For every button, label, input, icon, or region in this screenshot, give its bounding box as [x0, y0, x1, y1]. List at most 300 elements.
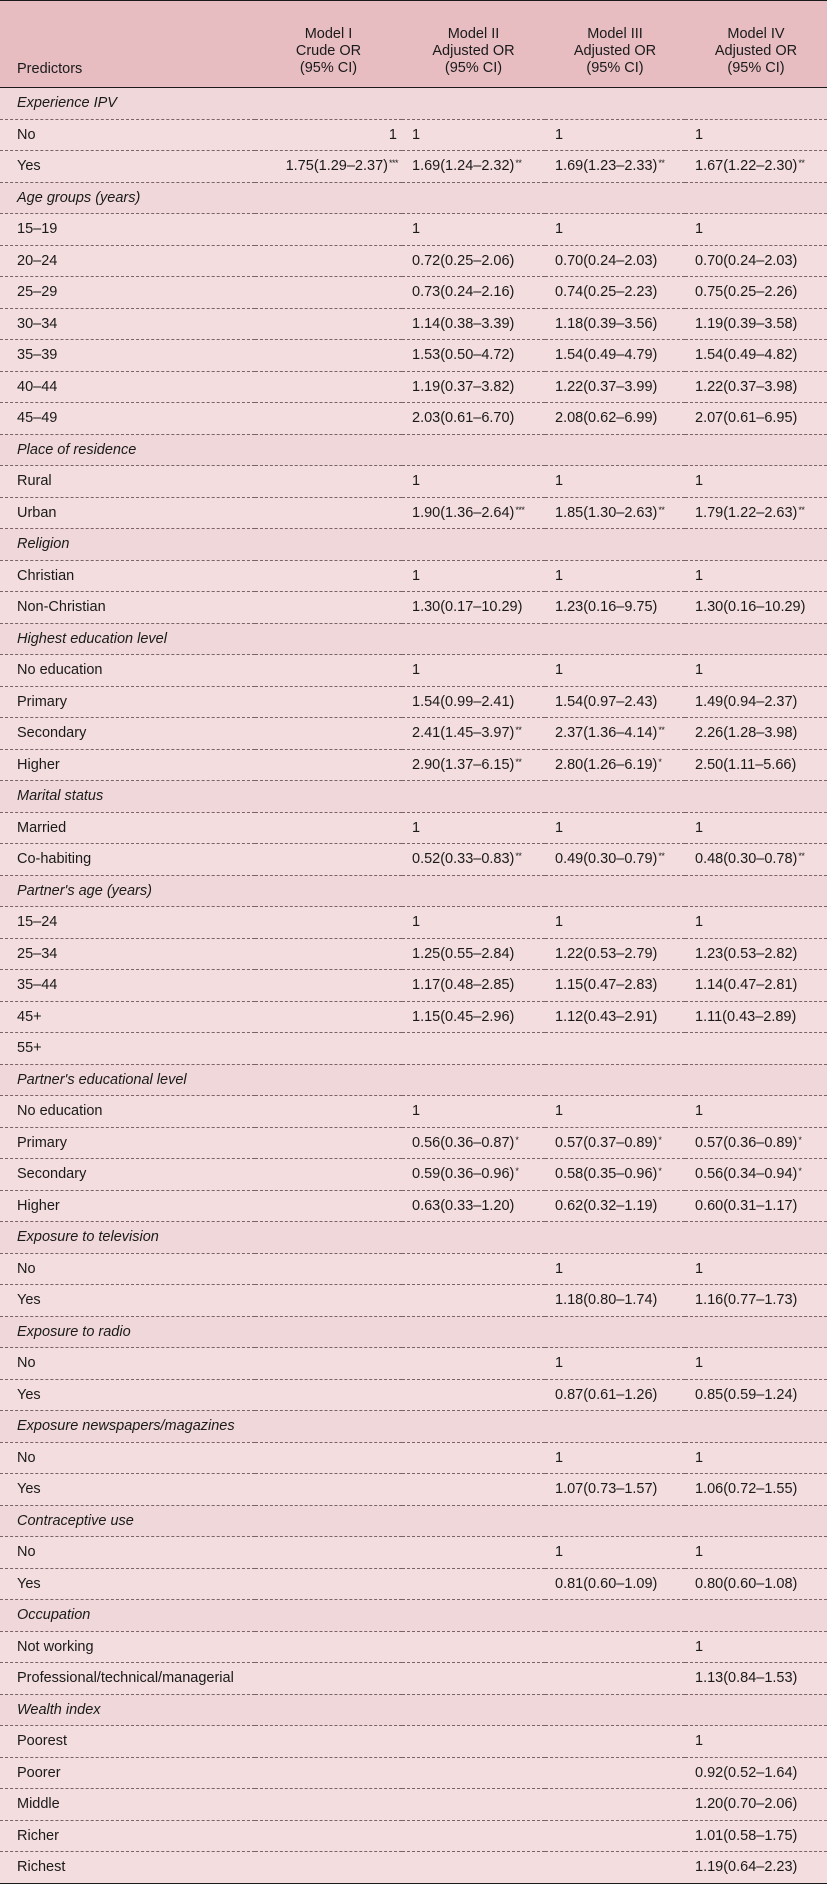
model-1-cell	[255, 560, 402, 592]
model-1-cell	[255, 970, 402, 1002]
odds-ratio-value: 1.54(0.49–4.82)	[695, 347, 798, 364]
row-label: 35–44	[0, 970, 255, 1002]
model-3-cell	[545, 1001, 685, 1033]
model-3-name: Model III	[587, 26, 643, 42]
row-label: 15–24	[0, 907, 255, 939]
model-2-cell	[402, 592, 545, 624]
model-3-cell	[545, 592, 685, 624]
row-label: Poorer	[0, 1757, 255, 1789]
row-label: Christian	[0, 560, 255, 592]
model-3-cell	[545, 277, 685, 309]
model-4-cell	[685, 1537, 827, 1569]
model-3-cell	[545, 686, 685, 718]
odds-ratio-value: 2.50(1.11–5.66)	[695, 756, 797, 773]
model-2-cell	[402, 1285, 545, 1317]
significance-marker: **	[798, 158, 805, 169]
odds-ratio-value: 1.23(0.53–2.82)	[695, 945, 798, 962]
model-2-cell	[402, 907, 545, 939]
model-4-cell	[685, 1285, 827, 1317]
model-2-cell	[402, 686, 545, 718]
odds-ratio-value: 0.52(0.33–0.83)	[412, 851, 515, 868]
model-3-cell	[545, 749, 685, 781]
model-4-cell	[685, 1033, 827, 1065]
model-4-cell	[685, 938, 827, 970]
model-1-cell	[255, 749, 402, 781]
odds-ratio-value: 0.87(0.61–1.26)	[555, 1386, 658, 1403]
table-row	[0, 970, 827, 1002]
row-label: Rural	[0, 466, 255, 498]
section-row	[0, 1222, 827, 1254]
odds-ratio-value: 0.70(0.24–2.03)	[695, 252, 798, 269]
odds-ratio-value: 1.69(1.24–2.32)	[412, 158, 515, 175]
model-1-cell	[255, 718, 402, 750]
model-3-cell	[545, 403, 685, 435]
table-row	[0, 1159, 827, 1191]
section-row	[0, 88, 827, 120]
row-label: Non-Christian	[0, 592, 255, 624]
model-4-cell	[685, 592, 827, 624]
model-1-cell	[255, 1033, 402, 1065]
model-1-cell	[255, 1096, 402, 1128]
row-label: 35–39	[0, 340, 255, 372]
odds-ratio-value: 1.90(1.36–2.64)	[412, 504, 515, 521]
significance-marker: *	[798, 1134, 802, 1145]
model-2-cell	[402, 938, 545, 970]
model-1-cell	[255, 119, 402, 151]
model-3-cell	[545, 1285, 685, 1317]
row-label: Yes	[0, 1379, 255, 1411]
model-2-ci: (95% CI)	[444, 60, 503, 76]
section-row	[0, 1505, 827, 1537]
model-2-cell	[402, 718, 545, 750]
section-row	[0, 529, 827, 561]
row-label: Higher	[0, 1190, 255, 1222]
table-row	[0, 1568, 827, 1600]
model-4-cell	[685, 560, 827, 592]
model-4-cell	[685, 340, 827, 372]
odds-ratio-value: 1	[555, 221, 564, 238]
significance-marker: *	[658, 1134, 662, 1145]
odds-ratio-value: 1.06(0.72–1.55)	[695, 1481, 798, 1498]
table-row	[0, 151, 827, 183]
odds-ratio-value: 2.37(1.36–4.14)	[555, 725, 658, 742]
section-row	[0, 623, 827, 655]
odds-ratio-value: 1.85(1.30–2.63)	[555, 504, 658, 521]
model-1-cell	[255, 938, 402, 970]
model-3-cell	[545, 1033, 685, 1065]
odds-ratio-value: 1	[695, 1355, 704, 1372]
section-row	[0, 1411, 827, 1443]
model-3-cell	[545, 1852, 685, 1884]
model-4-cell	[685, 371, 827, 403]
model-1-cell	[255, 308, 402, 340]
odds-ratio-value: 1	[412, 1103, 421, 1120]
section-label: Partner's educational level	[0, 1064, 827, 1096]
model-3-cell	[545, 214, 685, 246]
odds-ratio-value: 1.53(0.50–4.72)	[412, 347, 515, 364]
odds-ratio-value: 1.18(0.39–3.56)	[555, 315, 658, 332]
odds-ratio-value: 2.26(1.28–3.98)	[695, 725, 798, 742]
section-row	[0, 1316, 827, 1348]
row-label: Professional/technical/managerial	[0, 1663, 255, 1695]
model-1-cell	[255, 1442, 402, 1474]
row-label: 40–44	[0, 371, 255, 403]
model-4-name: Model IV	[727, 26, 785, 42]
model-1-cell	[255, 1820, 402, 1852]
significance-marker: **	[515, 851, 522, 862]
model-4-cell	[685, 1726, 827, 1758]
table-row	[0, 1442, 827, 1474]
model-1-cell	[255, 1757, 402, 1789]
odds-ratio-value: 1.18(0.80–1.74)	[555, 1292, 658, 1309]
row-label: Yes	[0, 1474, 255, 1506]
odds-ratio-value: 0.57(0.36–0.89)	[695, 1134, 798, 1151]
model-4-cell	[685, 245, 827, 277]
model-4-cell	[685, 1379, 827, 1411]
model-4-type: Adjusted OR	[714, 43, 798, 59]
model-3-cell	[545, 655, 685, 687]
model-4-cell	[685, 970, 827, 1002]
model-4-cell	[685, 1348, 827, 1380]
model-2-cell	[402, 1127, 545, 1159]
model-3-cell	[545, 1190, 685, 1222]
table-row	[0, 560, 827, 592]
significance-marker: **	[658, 504, 665, 515]
model-2-cell	[402, 277, 545, 309]
model-3-cell	[545, 1474, 685, 1506]
model-3-cell	[545, 466, 685, 498]
significance-marker: *	[658, 756, 662, 767]
model-1-cell	[255, 686, 402, 718]
table-row	[0, 1285, 827, 1317]
model-1-cell	[255, 151, 402, 183]
table-row	[0, 1001, 827, 1033]
odds-ratio-value: 0.81(0.60–1.09)	[555, 1575, 658, 1592]
row-label: No education	[0, 655, 255, 687]
odds-ratio-value: 1.30(0.16–10.29)	[695, 599, 806, 616]
row-label: Higher	[0, 749, 255, 781]
table-row	[0, 907, 827, 939]
row-label: Yes	[0, 1568, 255, 1600]
model-4-cell	[685, 277, 827, 309]
model-3-cell	[545, 1379, 685, 1411]
model-1-cell	[255, 1190, 402, 1222]
table-row	[0, 1663, 827, 1695]
row-label: 25–29	[0, 277, 255, 309]
model-3-cell	[545, 1253, 685, 1285]
model-4-cell	[685, 1096, 827, 1128]
model-3-cell	[545, 1631, 685, 1663]
table-row	[0, 655, 827, 687]
table-row	[0, 1474, 827, 1506]
odds-ratio-value: 0.63(0.33–1.20)	[412, 1197, 515, 1214]
table-row	[0, 718, 827, 750]
odds-ratio-value: 0.73(0.24–2.16)	[412, 284, 515, 301]
model-2-cell	[402, 403, 545, 435]
model-1-cell	[255, 812, 402, 844]
model-3-type: Adjusted OR	[573, 43, 657, 59]
model-1-cell	[255, 1253, 402, 1285]
model-4-cell	[685, 907, 827, 939]
model-4-cell	[685, 1789, 827, 1821]
model-4-cell	[685, 812, 827, 844]
model-1-cell	[255, 1474, 402, 1506]
header-row	[0, 1, 827, 88]
odds-ratio-value: 0.49(0.30–0.79)	[555, 851, 658, 868]
row-label: Primary	[0, 1127, 255, 1159]
odds-ratio-value: 1	[412, 221, 421, 238]
model-4-cell	[685, 497, 827, 529]
model-4-cell	[685, 119, 827, 151]
odds-ratio-value: 1.22(0.53–2.79)	[555, 945, 658, 962]
model-2-cell	[402, 970, 545, 1002]
odds-ratio-value: 1.75(1.29–2.37)	[285, 158, 388, 175]
odds-ratio-value: 1	[388, 126, 397, 143]
significance-marker: **	[798, 504, 805, 515]
model-1-cell	[255, 1379, 402, 1411]
odds-ratio-value: 1	[695, 819, 704, 836]
odds-ratio-value: 1	[695, 1733, 704, 1750]
model-2-cell	[402, 749, 545, 781]
row-label: No	[0, 119, 255, 151]
model-1-cell	[255, 907, 402, 939]
table-row	[0, 1127, 827, 1159]
model-2-cell	[402, 812, 545, 844]
model-2-cell	[402, 1568, 545, 1600]
model-3-cell	[545, 340, 685, 372]
odds-ratio-value: 1	[555, 473, 564, 490]
odds-ratio-value: 1	[555, 126, 564, 143]
section-label: Age groups (years)	[0, 182, 827, 214]
odds-ratio-value: 1.79(1.22–2.63)	[695, 504, 798, 521]
odds-ratio-value: 1.22(0.37–3.99)	[555, 378, 658, 395]
odds-ratio-value: 0.85(0.59–1.24)	[695, 1386, 798, 1403]
model-2-header	[402, 1, 545, 88]
odds-ratio-value: 0.80(0.60–1.08)	[695, 1575, 798, 1592]
table-row	[0, 1757, 827, 1789]
section-row	[0, 1064, 827, 1096]
model-4-cell	[685, 749, 827, 781]
row-label: 25–34	[0, 938, 255, 970]
row-label: Richer	[0, 1820, 255, 1852]
predictors-header: Predictors	[0, 1, 255, 88]
odds-ratio-value: 1.17(0.48–2.85)	[412, 977, 515, 994]
odds-ratio-value: 2.41(1.45–3.97)	[412, 725, 515, 742]
odds-ratio-value: 1	[412, 819, 421, 836]
section-label: Religion	[0, 529, 827, 561]
odds-ratio-value: 1.15(0.47–2.83)	[555, 977, 658, 994]
model-4-cell	[685, 718, 827, 750]
odds-ratio-value: 0.62(0.32–1.19)	[555, 1197, 658, 1214]
odds-ratio-value: 1	[695, 1449, 704, 1466]
table-row	[0, 308, 827, 340]
odds-ratio-value: 1.54(0.99–2.41)	[412, 693, 515, 710]
model-2-cell	[402, 466, 545, 498]
model-2-cell	[402, 1190, 545, 1222]
model-4-cell	[685, 1663, 827, 1695]
model-4-ci: (95% CI)	[727, 60, 785, 76]
odds-ratio-value: 0.92(0.52–1.64)	[695, 1764, 798, 1781]
model-3-cell	[545, 308, 685, 340]
model-2-cell	[402, 1253, 545, 1285]
odds-ratio-value: 1.14(0.47–2.81)	[695, 977, 798, 994]
model-3-cell	[545, 1442, 685, 1474]
row-label: Urban	[0, 497, 255, 529]
model-1-cell	[255, 371, 402, 403]
significance-marker: **	[515, 725, 522, 736]
model-3-header	[545, 1, 685, 88]
model-1-cell	[255, 277, 402, 309]
odds-ratio-value: 1	[555, 1355, 564, 1372]
model-1-cell	[255, 1159, 402, 1191]
odds-ratio-value: 1	[695, 1544, 704, 1561]
odds-ratio-value: 2.90(1.37–6.15)	[412, 756, 515, 773]
odds-ratio-value: 1.20(0.70–2.06)	[695, 1796, 798, 1813]
model-2-cell	[402, 1442, 545, 1474]
model-2-cell	[402, 497, 545, 529]
model-1-cell	[255, 1537, 402, 1569]
significance-marker: *	[515, 1134, 519, 1145]
odds-ratio-value: 1.23(0.16–9.75)	[555, 599, 658, 616]
row-label: Secondary	[0, 1159, 255, 1191]
model-3-cell	[545, 1726, 685, 1758]
model-2-cell	[402, 1159, 545, 1191]
odds-ratio-value: 0.75(0.25–2.26)	[695, 284, 798, 301]
odds-ratio-value: 1	[555, 567, 564, 584]
model-1-cell	[255, 1789, 402, 1821]
table-row	[0, 1190, 827, 1222]
model-4-cell	[685, 1757, 827, 1789]
model-4-header	[685, 1, 827, 88]
model-4-cell	[685, 214, 827, 246]
row-label: No	[0, 1348, 255, 1380]
odds-ratio-value: 1	[695, 221, 704, 238]
odds-ratio-value: 1	[412, 473, 421, 490]
model-4-cell	[685, 1631, 827, 1663]
model-3-cell	[545, 151, 685, 183]
odds-ratio-value: 1	[695, 1103, 704, 1120]
row-label: 55+	[0, 1033, 255, 1065]
row-label: Married	[0, 812, 255, 844]
odds-ratio-value: 1	[555, 914, 564, 931]
table-row	[0, 1096, 827, 1128]
model-3-cell	[545, 812, 685, 844]
model-1-cell	[255, 497, 402, 529]
odds-ratio-value: 1	[412, 126, 421, 143]
odds-ratio-value: 2.07(0.61–6.95)	[695, 410, 798, 427]
odds-ratio-value: 1	[695, 1260, 704, 1277]
model-4-cell	[685, 1852, 827, 1884]
model-2-cell	[402, 1852, 545, 1884]
odds-ratio-value: 1.01(0.58–1.75)	[695, 1827, 798, 1844]
model-3-cell	[545, 844, 685, 876]
model-3-cell	[545, 1789, 685, 1821]
odds-ratio-value: 1.54(0.49–4.79)	[555, 347, 658, 364]
table-row	[0, 1631, 827, 1663]
row-label: Primary	[0, 686, 255, 718]
odds-ratio-value: 1.25(0.55–2.84)	[412, 945, 515, 962]
model-1-cell	[255, 655, 402, 687]
table-row	[0, 686, 827, 718]
table-row	[0, 497, 827, 529]
significance-marker: *	[515, 1166, 519, 1177]
table-row	[0, 1789, 827, 1821]
model-2-cell	[402, 1033, 545, 1065]
table-row	[0, 245, 827, 277]
row-label: 20–24	[0, 245, 255, 277]
table-row	[0, 1033, 827, 1065]
model-3-cell	[545, 1127, 685, 1159]
model-4-cell	[685, 655, 827, 687]
model-2-cell	[402, 560, 545, 592]
odds-ratio-value: 1.69(1.23–2.33)	[555, 158, 658, 175]
odds-ratio-value: 1.54(0.97–2.43)	[555, 693, 658, 710]
table-row	[0, 1820, 827, 1852]
odds-ratio-value: 1	[695, 473, 704, 490]
odds-ratio-value: 1.07(0.73–1.57)	[555, 1481, 658, 1498]
odds-ratio-value: 1	[695, 126, 704, 143]
odds-ratio-value: 0.72(0.25–2.06)	[412, 252, 515, 269]
model-4-cell	[685, 686, 827, 718]
section-label: Highest education level	[0, 623, 827, 655]
model-4-cell	[685, 1820, 827, 1852]
row-label: 45+	[0, 1001, 255, 1033]
section-label: Marital status	[0, 781, 827, 813]
section-row	[0, 434, 827, 466]
odds-ratio-value: 1.11(0.43–2.89)	[695, 1008, 797, 1025]
model-3-cell	[545, 1159, 685, 1191]
table-row	[0, 403, 827, 435]
section-row	[0, 182, 827, 214]
odds-ratio-value: 0.70(0.24–2.03)	[555, 252, 658, 269]
odds-ratio-value: 1	[695, 662, 704, 679]
model-1-cell	[255, 1001, 402, 1033]
model-2-cell	[402, 1820, 545, 1852]
model-4-cell	[685, 1127, 827, 1159]
odds-ratio-value: 1	[555, 1103, 564, 1120]
significance-marker: **	[658, 725, 665, 736]
model-3-cell	[545, 560, 685, 592]
model-1-name: Model I	[304, 26, 353, 42]
model-3-ci: (95% CI)	[586, 60, 644, 76]
table-row	[0, 1379, 827, 1411]
model-3-cell	[545, 119, 685, 151]
table-row	[0, 466, 827, 498]
row-label: Co-habiting	[0, 844, 255, 876]
table-header	[0, 1, 827, 88]
odds-ratio-value: 0.58(0.35–0.96)	[555, 1166, 658, 1183]
model-4-cell	[685, 1442, 827, 1474]
model-1-cell	[255, 1852, 402, 1884]
table-row	[0, 749, 827, 781]
section-label: Place of residence	[0, 434, 827, 466]
model-2-cell	[402, 1537, 545, 1569]
row-label: Richest	[0, 1852, 255, 1884]
model-1-header	[255, 1, 402, 88]
odds-ratio-value: 1.15(0.45–2.96)	[412, 1008, 515, 1025]
row-label: No education	[0, 1096, 255, 1128]
odds-ratio-value: 2.80(1.26–6.19)	[555, 756, 658, 773]
odds-ratio-value: 1	[695, 914, 704, 931]
model-4-cell	[685, 1253, 827, 1285]
odds-ratio-value: 1.67(1.22–2.30)	[695, 158, 798, 175]
model-3-cell	[545, 907, 685, 939]
model-3-cell	[545, 938, 685, 970]
table-row	[0, 592, 827, 624]
model-1-cell	[255, 403, 402, 435]
model-2-cell	[402, 1631, 545, 1663]
model-1-cell	[255, 466, 402, 498]
